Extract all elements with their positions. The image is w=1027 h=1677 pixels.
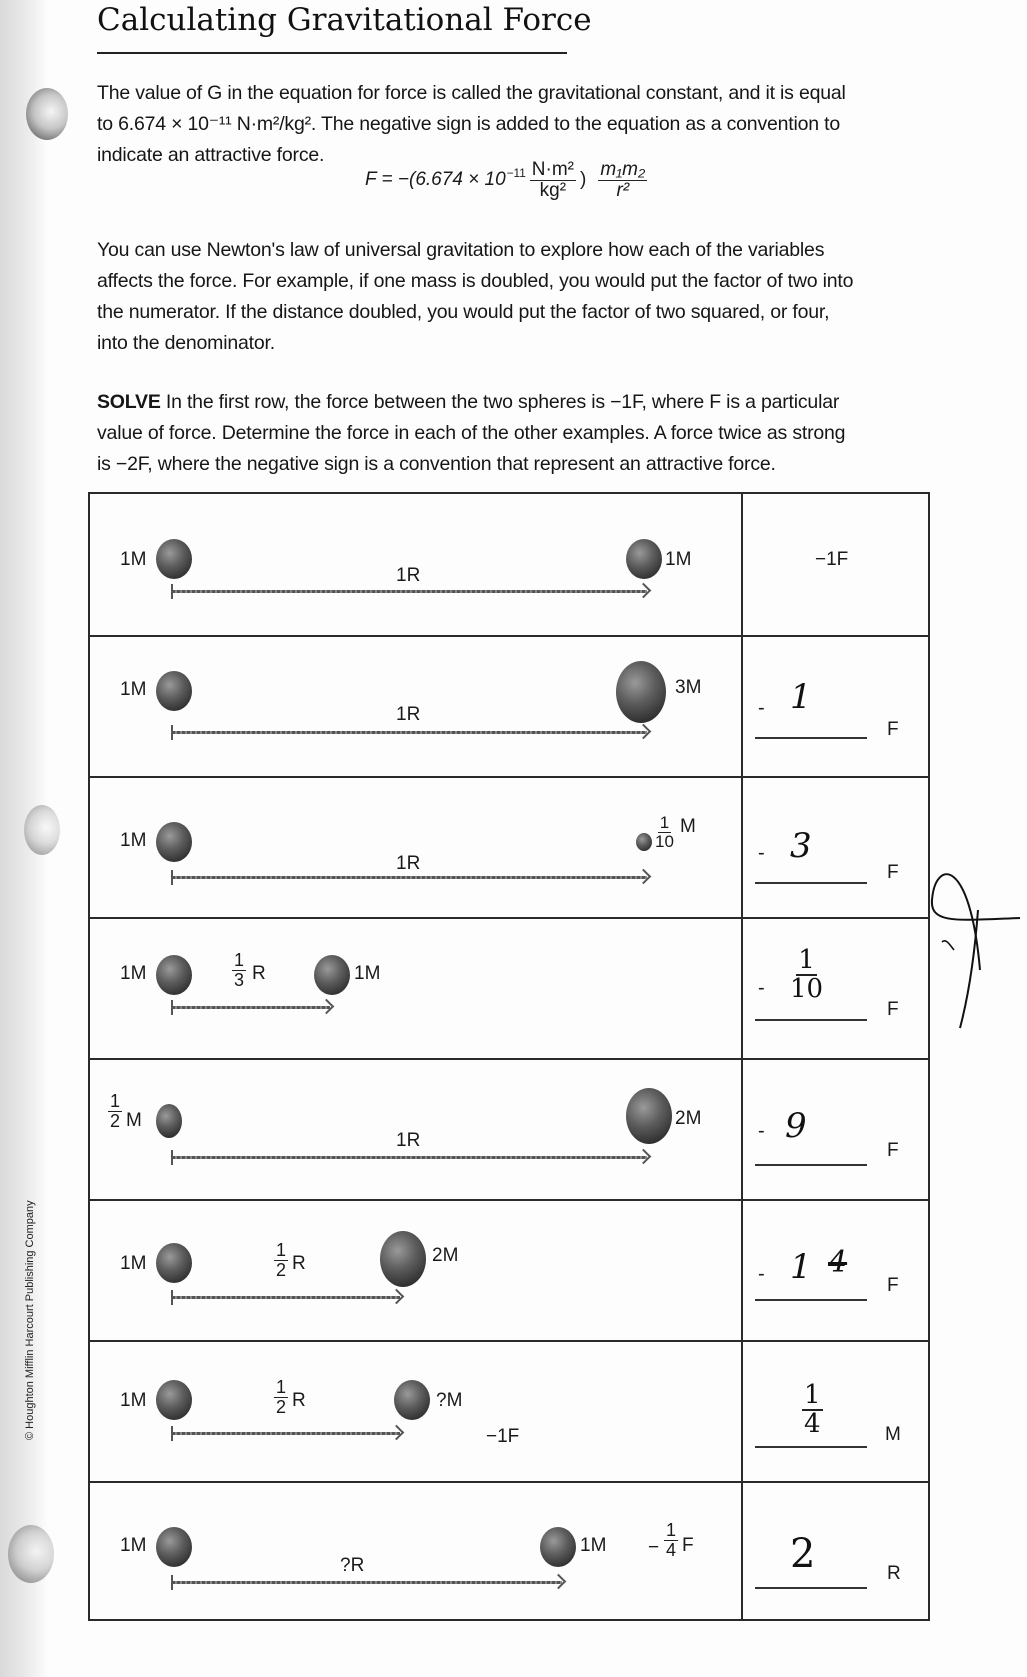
- mass-2-label: 1M: [580, 1535, 607, 1556]
- distance-arrow: [172, 590, 647, 593]
- mass-2-label: 1M: [665, 549, 692, 570]
- handwritten-answer[interactable]: $\frac{1}{4}$: [804, 1380, 821, 1440]
- table-row: [90, 1340, 928, 1483]
- page-title: Calculating Gravitational Force: [97, 2, 592, 38]
- handwritten-answer[interactable]: $\frac{1}{10}$: [790, 945, 824, 1005]
- distance-fraction: $\frac{1}{2}$: [276, 1240, 287, 1280]
- mass-1-label: 1M: [120, 963, 147, 984]
- distance-unit: R: [252, 963, 266, 984]
- unit-fraction: $\frac{\text{N·m²}}{\text{kg²}}$: [531, 159, 574, 201]
- table-row: [90, 1058, 928, 1201]
- equation-exponent: −11: [506, 166, 526, 180]
- margin-scribble-icon: [930, 850, 1027, 1040]
- sphere-icon: [156, 822, 192, 862]
- mass-1-label: 1M: [120, 830, 147, 851]
- distance-arrow: [172, 876, 647, 879]
- sphere-icon: [636, 833, 652, 851]
- sphere-icon: [156, 671, 192, 711]
- sphere-icon: [626, 1088, 672, 1144]
- given-force: −1F: [486, 1426, 520, 1447]
- mass-1-label: 1M: [120, 1253, 147, 1274]
- binder-hole-icon: [26, 88, 68, 140]
- answer-sign: -: [758, 1120, 765, 1142]
- sphere-icon: [380, 1231, 426, 1287]
- mass-2-unit: M: [680, 816, 696, 837]
- answer-sign: -: [758, 842, 765, 864]
- title-underline: [97, 52, 567, 54]
- sphere-icon: [156, 955, 192, 995]
- explain-paragraph: You can use Newton's law of universal gravitation to explore how each of the variables affects the force. For example, if one mass is doubled, you would put the factor of two into the numerator. If the distance doubled, you would put the factor of two squared, or four, into the denominator.: [97, 239, 854, 354]
- distance-arrow: [172, 731, 647, 734]
- solve-paragraph: SOLVE In the first row, the force between the two spheres is −1F, where F is a particular value of force. Determine the force in each of the other examples. A force twice as strong is −2F, where the negative sign is a convention that represent an attractive force.: [97, 391, 846, 475]
- answer-unit: F: [887, 862, 899, 883]
- table-row: [90, 917, 928, 1060]
- answer-blank[interactable]: [755, 1299, 867, 1301]
- force-table: [88, 492, 930, 1621]
- equation-paren: ): [579, 169, 587, 191]
- distance-label: ?R: [340, 1555, 365, 1576]
- table-row: [90, 776, 928, 919]
- mass-1-fraction: $\frac{1}{2}$: [110, 1091, 121, 1131]
- distance-fraction: $\frac{1}{2}$: [276, 1377, 287, 1417]
- sphere-icon: [314, 955, 350, 995]
- table-row: [90, 1199, 928, 1342]
- handwritten-answer[interactable]: 9: [785, 1106, 807, 1146]
- given-force-unit: F: [682, 1535, 694, 1556]
- intro-line: to 6.674 × 10⁻¹¹ N·m²/kg². The negative sign is added to the equation as a convention to: [97, 113, 841, 135]
- mass-2-label: ?M: [436, 1390, 463, 1411]
- sphere-icon: [540, 1527, 576, 1567]
- distance-label: 1R: [396, 853, 421, 874]
- answer-unit: F: [887, 719, 899, 740]
- mass-1-label: 1M: [120, 1390, 147, 1411]
- handwritten-answer[interactable]: 1: [790, 677, 812, 717]
- mass-2-label: 1M: [354, 963, 381, 984]
- sphere-icon: [394, 1380, 430, 1420]
- binder-hole-icon: [24, 805, 60, 855]
- mass-2-label: 2M: [675, 1108, 702, 1129]
- answer-sign: -: [758, 977, 765, 999]
- mass-1-label: 1M: [120, 679, 147, 700]
- distance-label: 1R: [396, 565, 421, 586]
- mass-2-label: 3M: [675, 677, 702, 698]
- distance-arrow: [172, 1432, 400, 1435]
- distance-arrow: [172, 1156, 647, 1159]
- answer-blank[interactable]: [755, 1446, 867, 1448]
- sphere-icon: [156, 1380, 192, 1420]
- distance-label: 1R: [396, 1130, 421, 1151]
- given-force-fraction: $\frac{1}{4}$: [666, 1520, 677, 1560]
- answer-blank[interactable]: [755, 737, 867, 739]
- intro-line: The value of G in the equation for force is called the gravitational constant, and it is equal: [97, 82, 846, 104]
- sphere-icon: [156, 1527, 192, 1567]
- distance-fraction: $\frac{1}{3}$: [234, 950, 245, 990]
- answer-blank[interactable]: [755, 882, 867, 884]
- sphere-icon: [156, 539, 192, 579]
- distance-label: 1R: [396, 704, 421, 725]
- copyright-notice: © Houghton Mifflin Harcourt Publishing Company: [24, 1200, 36, 1440]
- answer-sign: -: [758, 1263, 765, 1285]
- answer-unit: F: [887, 1140, 899, 1161]
- handwritten-answer[interactable]: 1: [790, 1247, 812, 1287]
- sphere-icon: [616, 661, 666, 723]
- solve-label: SOLVE: [97, 391, 161, 413]
- gravity-equation: [365, 160, 647, 201]
- distance-unit: R: [292, 1253, 306, 1274]
- handwritten-answer[interactable]: 2: [790, 1531, 816, 1577]
- answer-unit: R: [887, 1563, 901, 1584]
- answer-unit: M: [885, 1424, 901, 1445]
- crossed-out-answer: 4: [828, 1245, 848, 1280]
- table-row: [90, 1481, 928, 1621]
- mass-1-label: 1M: [120, 549, 147, 570]
- answer-unit: F: [887, 1275, 899, 1296]
- mass-2-fraction: $\frac{1}{10}$: [655, 813, 674, 851]
- answer-sign: -: [758, 697, 765, 719]
- force-answer: −1F: [815, 549, 849, 570]
- handwritten-answer[interactable]: 3: [790, 826, 812, 866]
- mass-fraction: $\frac{\text{m₁m₂}}{\text{r²}}$: [600, 159, 646, 201]
- table-row: [90, 635, 928, 778]
- distance-arrow: [172, 1581, 562, 1584]
- intro-paragraph: [97, 78, 932, 171]
- sphere-icon: [156, 1104, 182, 1138]
- intro-line: indicate an attractive force.: [97, 144, 325, 166]
- answer-unit: F: [887, 999, 899, 1020]
- sphere-icon: [156, 1243, 192, 1283]
- distance-arrow: [172, 1006, 330, 1009]
- answer-blank[interactable]: [755, 1587, 867, 1589]
- equation-lhs: F = −(6.674 × 10: [365, 169, 506, 191]
- table-row: [90, 494, 928, 635]
- distance-arrow: [172, 1296, 400, 1299]
- distance-unit: R: [292, 1390, 306, 1411]
- binder-hole-icon: [8, 1525, 54, 1583]
- mass-1-label: 1M: [120, 1535, 147, 1556]
- mass-1-unit: M: [126, 1110, 142, 1131]
- given-force-sign: −: [648, 1537, 660, 1558]
- answer-blank[interactable]: [755, 1164, 867, 1166]
- sphere-icon: [626, 539, 662, 579]
- answer-blank[interactable]: [755, 1019, 867, 1021]
- mass-2-label: 2M: [432, 1245, 459, 1266]
